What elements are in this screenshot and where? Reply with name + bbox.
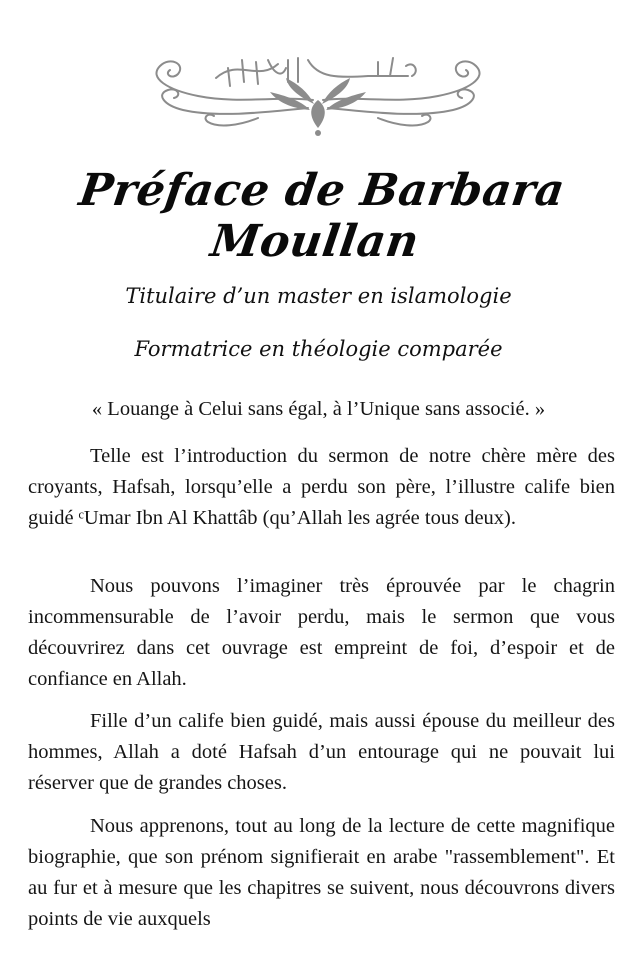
paragraph-text: Fille d’un calife bien guidé, mais aussi épouse du meilleur des hommes, Allah a doté Hafsah d’un entourage qui ne pouvait lui réserver que de grandes choses. (28, 710, 615, 794)
paragraph-text: Nous apprenons, tout au long de la lecture de cette magnifique biographie, que son prénom signifierait en arabe "rassemblement". Et au fur et à mesure que les chapitres se suivent, nous découvrons divers points de vie auxquels (28, 815, 615, 930)
paragraph-2 (28, 571, 615, 695)
paragraph-text: Telle est l’introduction du sermon de notre chère mère des croyants, Hafsah, lorsqu’elle a perdu son père, l’illustre calife bien guidé ᶜUmar Ibn Al Khattâb (qu’Allah les agrée tous deux). (28, 445, 615, 529)
paragraph-text: Nous pouvons l’imaginer très éprouvée par le chagrin incommensurable de l’avoir perdu, mais le sermon que vous découvrirez dans cet ouvrage est empreint de foi, d’espoir et de confiance en Allah. (28, 575, 615, 690)
page-title: Préface de Barbara Moullan (76, 165, 569, 267)
paragraph-3 (28, 706, 615, 799)
opening-quote: « Louange à Celui sans égal, à l’Unique sans associé. » (91, 398, 546, 420)
author-credential-2: Formatrice en théologie comparée (134, 337, 503, 361)
bismillah-ornament-icon (138, 38, 498, 138)
paragraph-4 (28, 811, 615, 935)
author-credential-1: Titulaire d’un master en islamologie (125, 284, 512, 308)
paragraph-1 (28, 441, 615, 534)
